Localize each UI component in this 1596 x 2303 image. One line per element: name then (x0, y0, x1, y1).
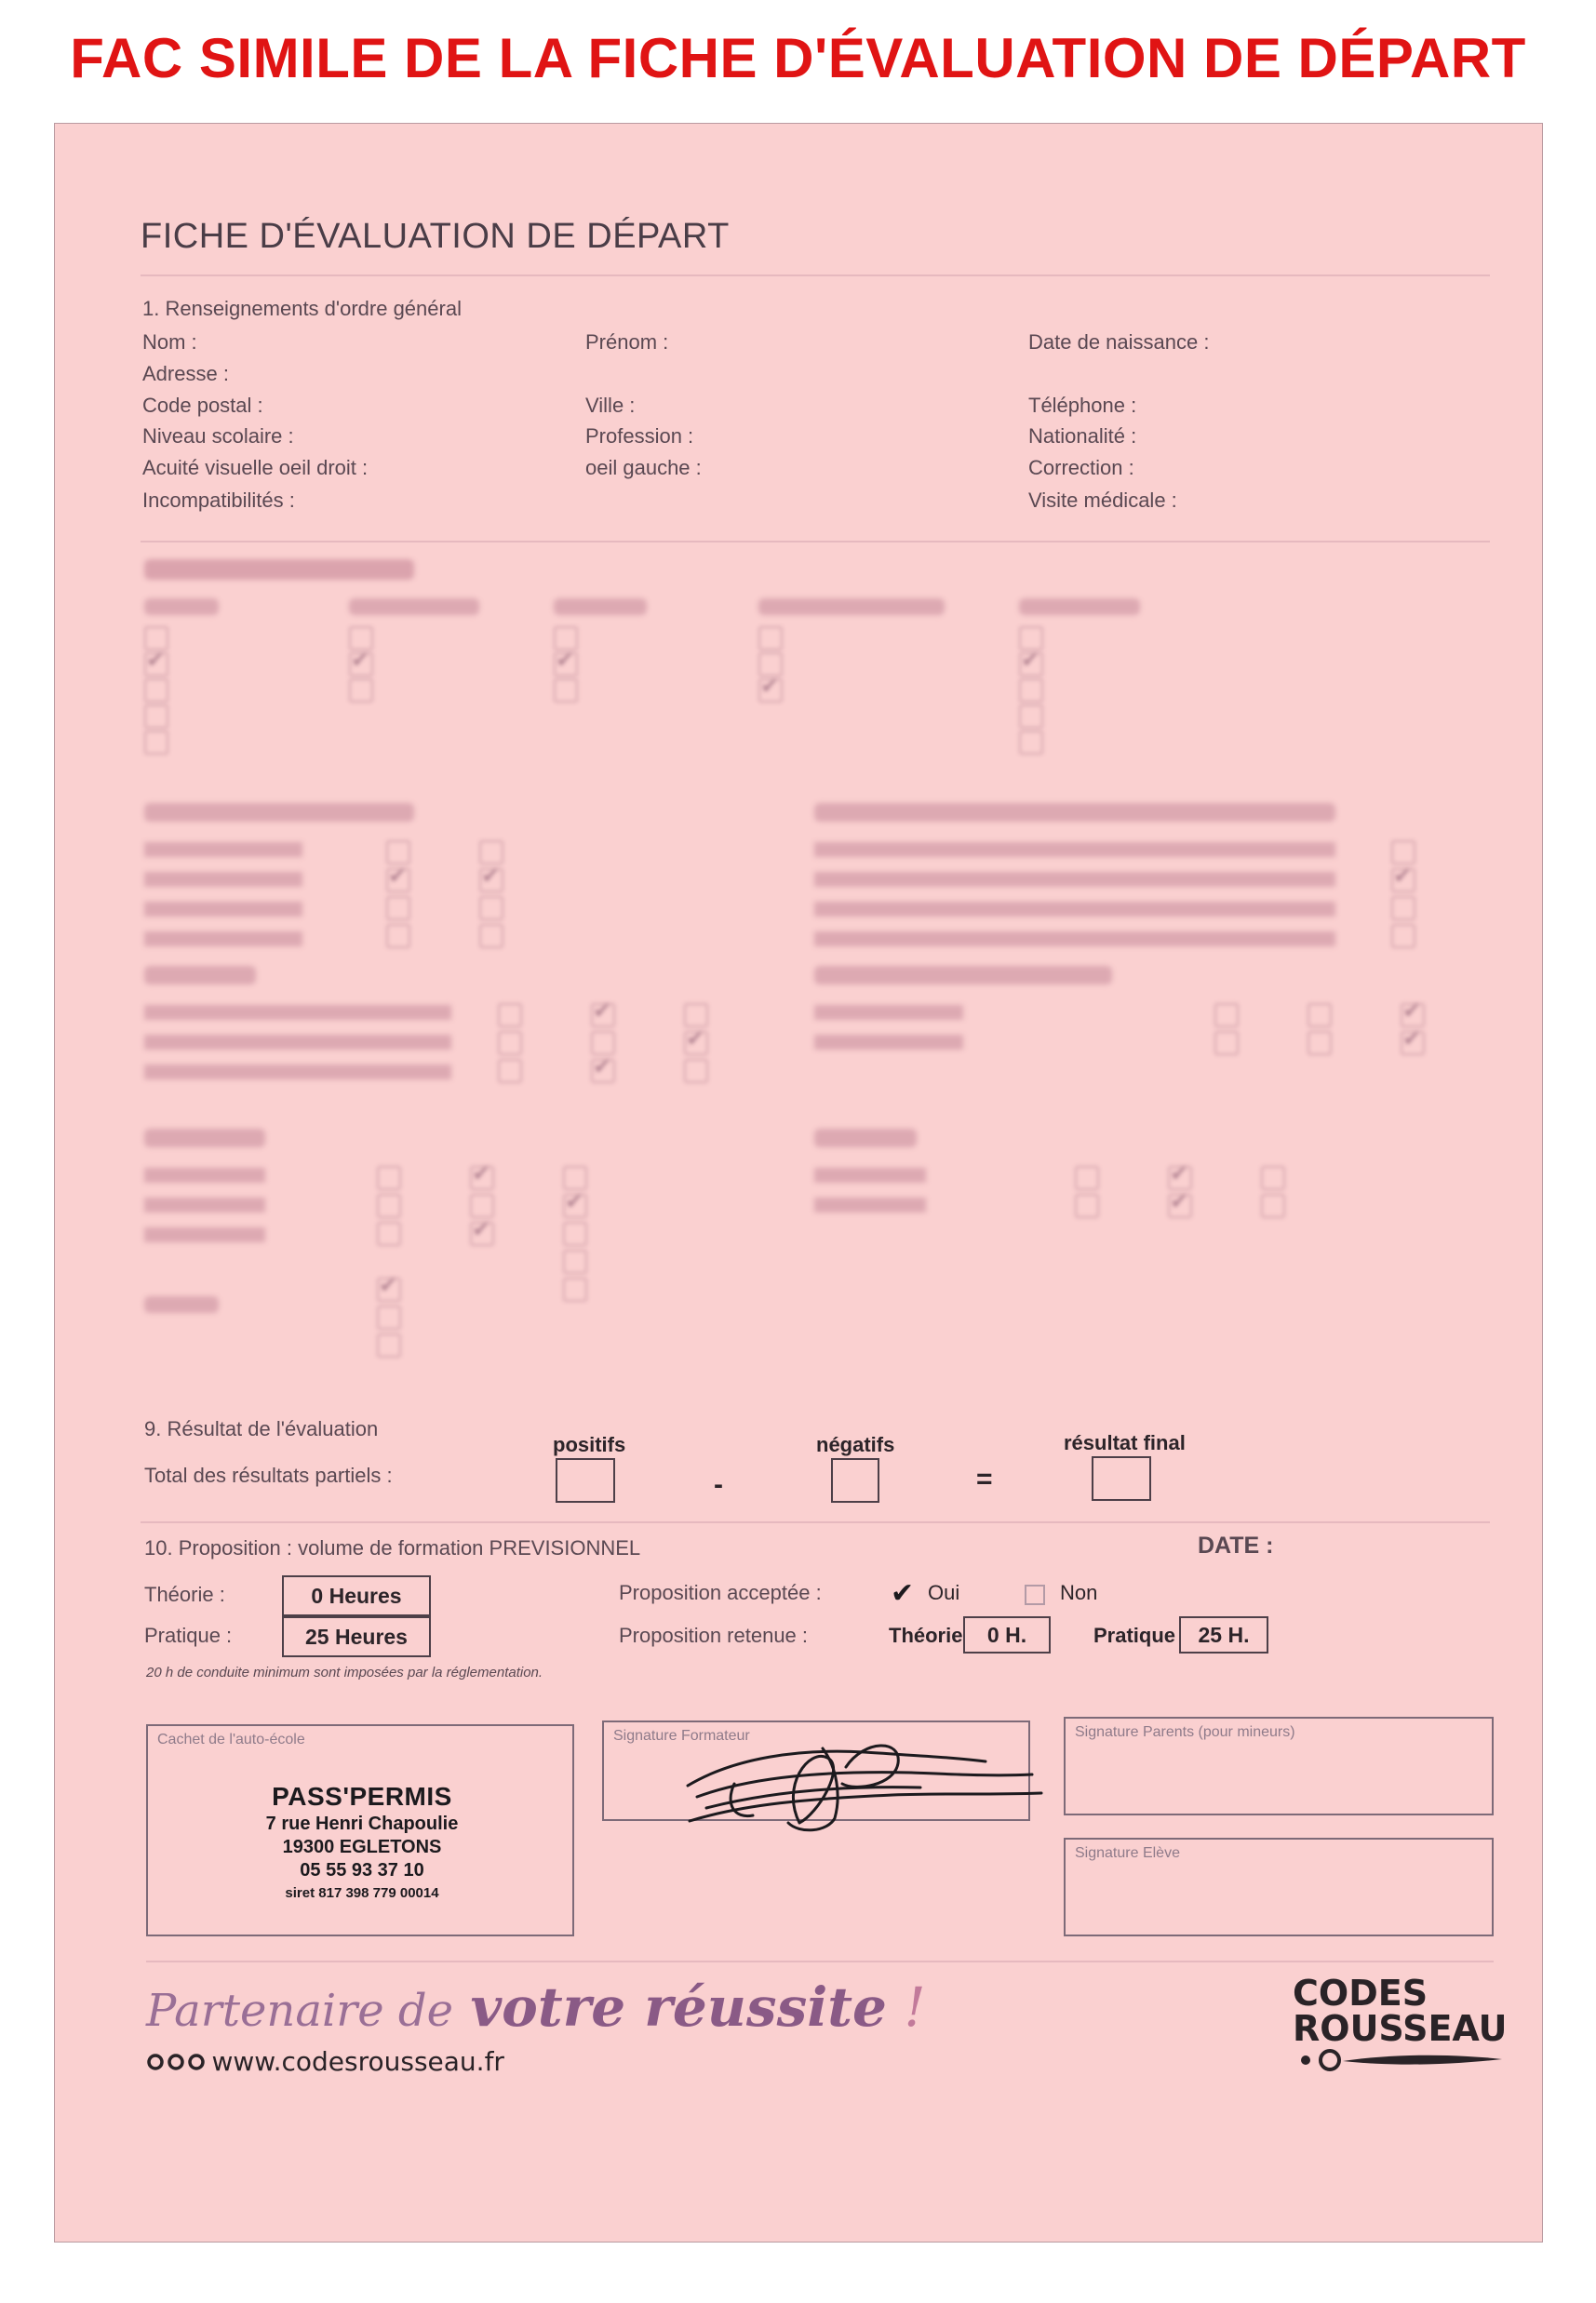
section9-heading: 9. Résultat de l'évaluation (144, 1417, 379, 1440)
field-ville[interactable]: Ville : (585, 394, 636, 417)
blurred-section-7-8: ✔ ✔ ✔ ✔ ✔ ✔ (144, 1129, 1466, 1371)
stamp-city: 19300 EGLETONS (282, 1837, 442, 1857)
section10-heading: 10. Proposition : volume de formation PREVISIONNEL (144, 1536, 641, 1560)
theorie-hours-value[interactable]: 0 Heures (282, 1575, 431, 1616)
codes-rousseau-logo (1293, 1975, 1507, 2079)
oui-label: Oui (928, 1581, 960, 1604)
sheet-title: FICHE D'ÉVALUATION DE DÉPART (141, 217, 730, 256)
blurred-section-5-6: ✔ ✔ ✔ ✔ ✔ (144, 966, 1466, 1105)
stamp-siret: siret 817 398 779 00014 (285, 1885, 439, 1901)
stamp-name: PASS'PERMIS (272, 1782, 452, 1811)
oui-checkmark-icon[interactable]: ✔ (891, 1578, 915, 1609)
evaluation-sheet (54, 123, 1543, 2243)
title-divider (141, 274, 1490, 276)
slogan-excl: ! (904, 1975, 926, 2039)
field-acuite-oeil-droit[interactable]: Acuité visuelle oeil droit : (142, 456, 369, 479)
section1-heading: 1. Renseignements d'ordre général (142, 297, 462, 320)
field-prenom[interactable]: Prénom : (585, 330, 669, 354)
retenue-theorie-value[interactable]: 0 H. (963, 1616, 1051, 1654)
field-oeil-gauche[interactable]: oeil gauche : (585, 456, 702, 479)
logo-line2: ROUSSEAU (1293, 2008, 1508, 2049)
resultat-final-label: résultat final (1064, 1431, 1186, 1454)
field-date-naissance[interactable]: Date de naissance : (1028, 330, 1210, 354)
field-code-postal[interactable]: Code postal : (142, 394, 263, 417)
blurred-section-2: ✔ ✔ ✔ ✔ ✔ (144, 598, 1466, 784)
page-banner-title: FAC SIMILE DE LA FICHE D'ÉVALUATION DE DÉPART (70, 27, 1526, 89)
stamp-phone: 05 55 93 37 10 (300, 1860, 424, 1881)
retenue-theorie-label: Théorie (889, 1624, 963, 1647)
field-visite-medicale[interactable]: Visite médicale : (1028, 489, 1177, 512)
field-profession[interactable]: Profession : (585, 424, 694, 448)
logo-line1: CODES (1293, 1973, 1428, 2014)
field-adresse[interactable]: Adresse : (142, 362, 229, 385)
pratique-hours-value[interactable]: 25 Heures (282, 1616, 431, 1657)
field-correction[interactable]: Correction : (1028, 456, 1134, 479)
negatifs-label: négatifs (816, 1433, 895, 1456)
website-url: www.codesrousseau.fr (211, 2046, 504, 2077)
non-label: Non (1060, 1581, 1098, 1604)
section1-divider (141, 541, 1490, 542)
signature-formateur-box[interactable] (602, 1721, 1030, 1821)
field-niveau-scolaire[interactable]: Niveau scolaire : (142, 424, 294, 448)
retenue-pratique-label: Pratique (1093, 1624, 1176, 1647)
blurred-section-3-4: ✔ ✔ ✔ (144, 803, 1466, 943)
regulation-note: 20 h de conduite minimum sont imposées par la réglementation. (146, 1665, 543, 1680)
date-label: DATE : (1198, 1533, 1274, 1559)
stamp-street: 7 rue Henri Chapoulie (265, 1814, 459, 1834)
proposition-retenue-label: Proposition retenue : (619, 1624, 809, 1647)
total-results-label: Total des résultats partiels : (144, 1464, 393, 1487)
signature-parents-box[interactable] (1064, 1717, 1494, 1815)
formateur-signature-scribble (678, 1730, 1051, 1841)
slogan-part2: votre réussite (470, 1975, 887, 2039)
negatifs-box[interactable] (831, 1458, 879, 1503)
circles-icon (146, 2052, 208, 2072)
footer-website[interactable] (146, 2046, 504, 2077)
logo-swoosh-icon (1293, 2046, 1507, 2074)
positifs-label: positifs (553, 1433, 626, 1456)
theorie-label: Théorie : (144, 1583, 225, 1606)
slogan-part1: Partenaire de (146, 1985, 454, 2037)
retenue-pratique-value[interactable]: 25 H. (1179, 1616, 1268, 1654)
cachet-label: Cachet de l'auto-école (157, 1732, 305, 1747)
blurred-heading (144, 559, 414, 580)
footer-divider (146, 1961, 1494, 1962)
cachet-box[interactable] (146, 1724, 574, 1936)
proposition-acceptee-label: Proposition acceptée : (619, 1581, 822, 1604)
minus-sign: - (714, 1469, 723, 1500)
signature-eleve-label: Signature Elève (1075, 1845, 1180, 1861)
resultat-final-box[interactable] (1092, 1456, 1151, 1501)
signature-eleve-box[interactable] (1064, 1838, 1494, 1936)
signature-parents-label: Signature Parents (pour mineurs) (1075, 1724, 1295, 1740)
equals-sign: = (976, 1464, 993, 1494)
positifs-box[interactable] (556, 1458, 615, 1503)
pratique-label: Pratique : (144, 1624, 233, 1647)
signature-formateur-label: Signature Formateur (613, 1728, 750, 1744)
field-nationalite[interactable]: Nationalité : (1028, 424, 1137, 448)
footer-slogan (146, 1975, 926, 2039)
auto-ecole-stamp (148, 1782, 576, 1901)
blurred-sections-2-8 (129, 552, 1497, 1482)
section9-divider (141, 1521, 1490, 1523)
non-checkbox[interactable] (1025, 1585, 1045, 1605)
field-nom[interactable]: Nom : (142, 330, 197, 354)
field-telephone[interactable]: Téléphone : (1028, 394, 1137, 417)
field-incompatibilites[interactable]: Incompatibilités : (142, 489, 295, 512)
